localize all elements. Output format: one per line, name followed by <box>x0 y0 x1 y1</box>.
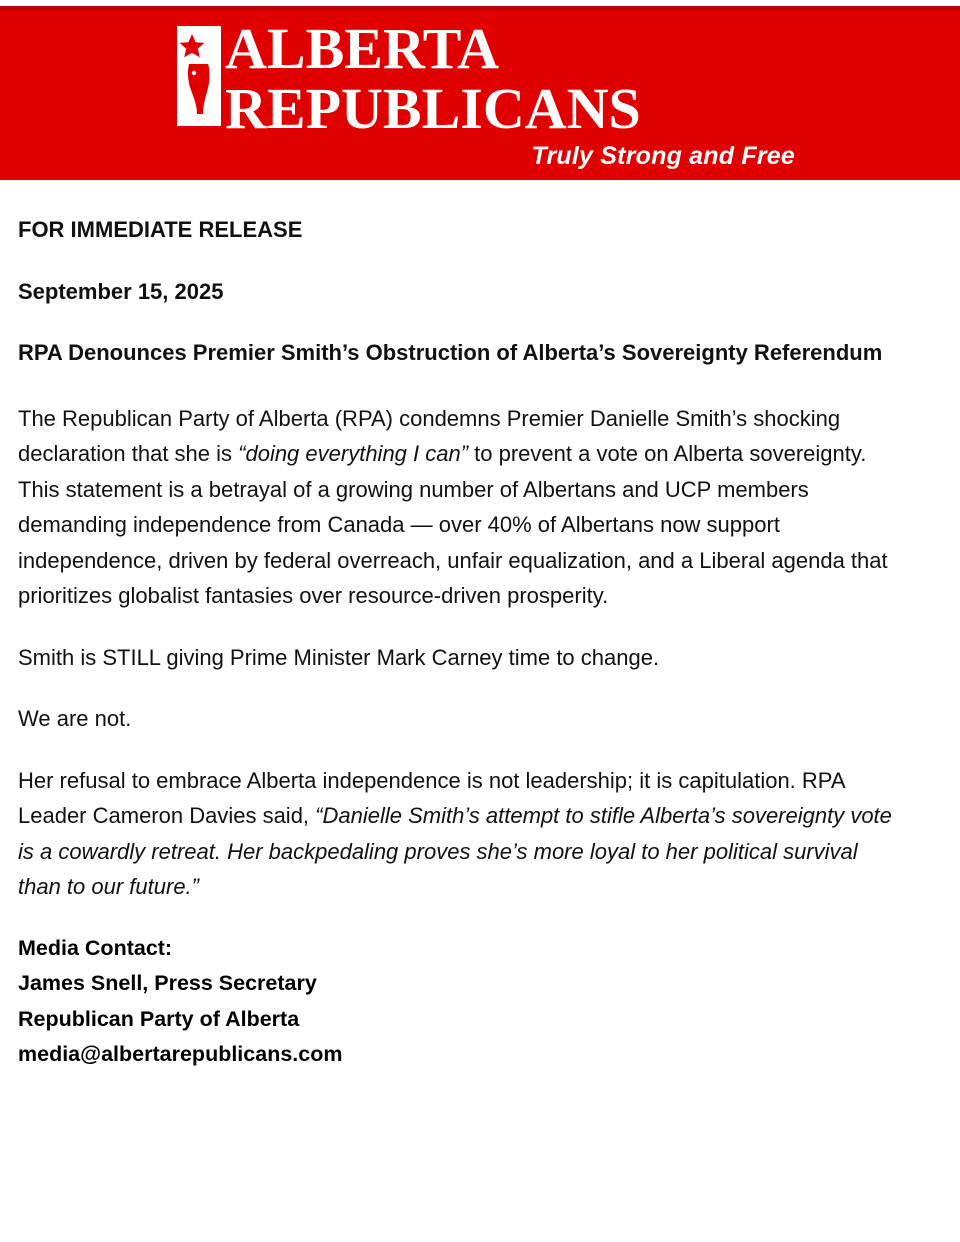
brand-tagline: Truly Strong and Free <box>531 142 795 170</box>
paragraph-1-text-b: to prevent a vote on Alberta sovereignty. This statement is a betrayal of a growing number of Albertans and UCP members demanding independence from Canada — over 40% of Albertans now support independence, driven by federal overreach, unfair equalization, and a Liberal agenda that prioritizes globalist fantasies over resource-driven prosperity. <box>18 441 888 608</box>
release-paragraph-2: Smith is STILL giving Prime Minister Mark Carney time to change. <box>18 644 660 670</box>
paragraph-1-text-a: The Republican Party of Alberta (RPA) condemns Premier Danielle Smith’s shocking declaration that she is <box>18 405 841 466</box>
paragraph-4-text-a: Her refusal to embrace Alberta independence is not leadership; it is capitulation. RPA Leader Cameron Davies said, <box>18 767 845 828</box>
brand-line-alberta: ALBERTA <box>225 16 500 81</box>
header-banner <box>0 0 960 186</box>
release-paragraph-4 <box>18 763 906 905</box>
media-contact-name: James Snell, Press Secretary <box>18 971 317 995</box>
immediate-release-label: FOR IMMEDIATE RELEASE <box>18 217 303 242</box>
release-paragraph-3: We are not. <box>18 706 132 731</box>
release-headline: RPA Denounces Premier Smith’s Obstruction of Alberta’s Sovereignty Referendum <box>18 340 883 365</box>
banner-top-rule <box>0 6 960 11</box>
release-paragraph-1 <box>18 401 906 614</box>
logo-block <box>175 16 795 141</box>
brand-line-republicans: REPUBLICANS <box>225 76 641 141</box>
alberta-province-star-icon <box>175 24 223 128</box>
wordmark <box>225 16 795 141</box>
media-contact-email[interactable]: media@albertarepublicans.com <box>18 1042 343 1066</box>
logo-row <box>175 16 795 141</box>
paragraph-4-quote: “Danielle Smith’s attempt to stifle Alberta’s sovereignty vote is a cowardly retreat. Her backpedaling proves she’s more loyal to her political survival than to our future.” <box>18 803 892 899</box>
media-contact-block <box>18 931 906 1073</box>
paragraph-1-quote: “doing everything I can” <box>238 441 469 466</box>
press-release-body <box>0 186 960 1073</box>
media-contact-label: Media Contact: <box>18 935 173 960</box>
media-contact-organization: Republican Party of Alberta <box>18 1006 300 1031</box>
release-date: September 15, 2025 <box>18 278 224 304</box>
